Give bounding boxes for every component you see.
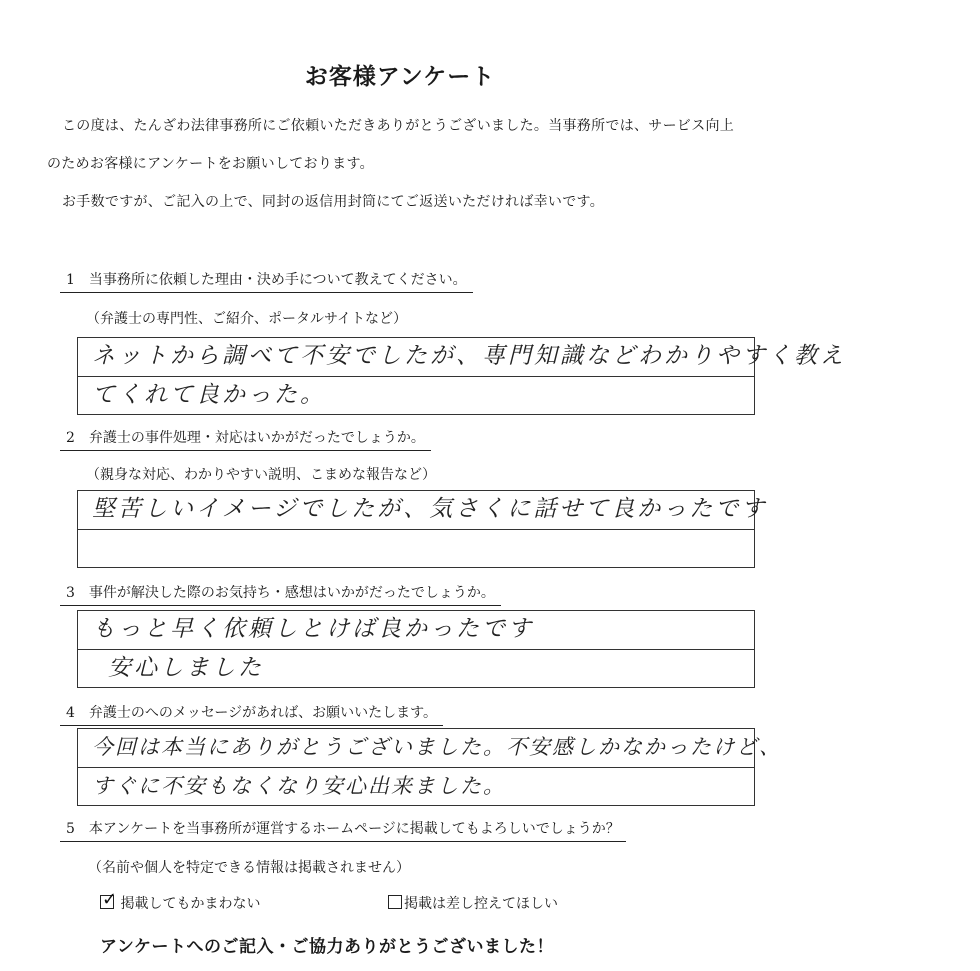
intro-line-2: のためお客様にアンケートをお願いしております。 (47, 156, 374, 172)
question-5-hint: （名前や個人を特定できる情報は掲載されません） (88, 860, 410, 876)
choice-decline[interactable] (388, 893, 558, 913)
checkbox-agree[interactable] (100, 889, 118, 910)
answer-box-1 (77, 337, 846, 415)
question-1 (60, 269, 473, 293)
question-5 (60, 818, 626, 842)
question-text: 弁護士のへのメッセージがあれば、お願いいたします。 (88, 705, 437, 721)
answer-line: ネットから調べて不安でしたが、専門知識などわかりやすく教え (92, 343, 846, 369)
page-title: お客様アンケート (304, 63, 496, 90)
question-number: 2 (66, 430, 75, 446)
answer-line: 今回は本当にありがとうございました。不安感しかなかったけど、 (92, 735, 782, 759)
question-2 (60, 427, 431, 451)
answer-line: もっと早く依頼しとけば良かったです (92, 616, 534, 642)
question-text: 弁護士の事件処理・対応はいかがだったでしょうか。 (88, 430, 425, 446)
choice-agree-label: 掲載してもかまわない (120, 896, 261, 912)
intro-line-1: この度は、たんざわ法律事務所にご依頼いただきありがとうございました。当事務所では、サービス向上 (62, 118, 735, 134)
question-text: 本アンケートを当事務所が運営するホームページに掲載してもよろしいでしょうか？ (88, 821, 620, 837)
answer-line: すぐに不安もなくなり安心出来ました。 (78, 767, 754, 805)
intro-line-3: お手数ですが、ご記入の上で、同封の返信用封筒にてご返送いただければ幸いです。 (62, 194, 604, 210)
answer-line: てくれて良かった。 (78, 376, 754, 414)
answer-line (78, 529, 754, 567)
question-2-hint: （親身な対応、わかりやすい説明、こまめな報告など） (86, 467, 436, 483)
check-icon: ✓ (102, 889, 118, 910)
answer-box-2 (77, 490, 768, 568)
question-text: 当事務所に依頼した理由・決め手について教えてください。 (88, 272, 467, 288)
choice-agree[interactable] (100, 889, 261, 913)
closing-message: アンケートへのご記入・ご協力ありがとうございました！ (100, 937, 554, 957)
question-1-hint: （弁護士の専門性、ご紹介、ポータルサイトなど） (86, 311, 408, 327)
question-text: 事件が解決した際のお気持ち・感想はいかがだったでしょうか。 (88, 585, 495, 601)
question-number: 4 (66, 705, 75, 721)
choice-decline-label: 掲載は差し控えてほしい (404, 896, 558, 912)
question-3 (60, 582, 501, 606)
answer-line: 堅苦しいイメージでしたが、気さくに話せて良かったです (92, 496, 768, 522)
question-number: 3 (66, 585, 75, 601)
question-number: 5 (66, 821, 75, 837)
question-4 (60, 702, 443, 726)
question-number: 1 (66, 272, 75, 288)
answer-box-4 (77, 728, 782, 806)
answer-line: 安心しました (78, 649, 754, 687)
answer-box-3 (77, 610, 755, 688)
checkbox-decline[interactable] (388, 895, 402, 909)
